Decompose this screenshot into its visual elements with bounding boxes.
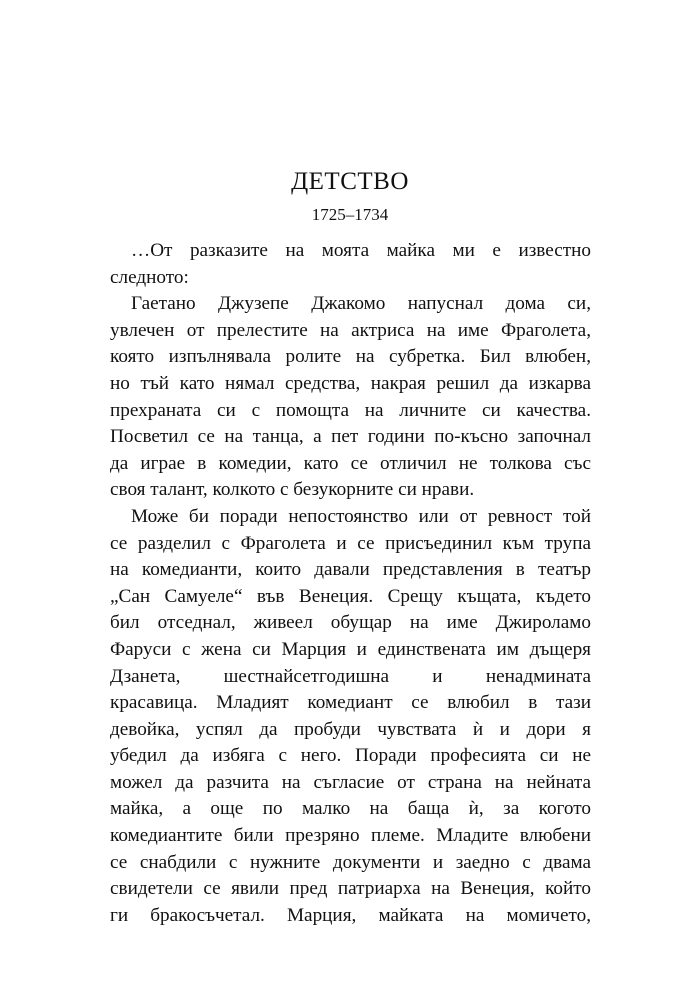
- text-line: прехраната си с помощта на личните си качества.: [110, 399, 591, 421]
- text-line: своя талант, колкото с безукорните си нрави.: [110, 479, 475, 501]
- text-line: ги бракосъчетал. Марция, майката на момичето,: [110, 904, 591, 926]
- text-line: красавица. Младият комедиант се влюбил в тази: [110, 692, 591, 714]
- text-line: свидетели се явили пред патриарха на Венеция, който: [110, 878, 591, 900]
- text-line: Може би поради непостоянство или от ревност той: [131, 505, 591, 527]
- text-line: Гаетано Джузепе Джакомо напуснал дома си,: [131, 293, 591, 315]
- text-line: майка, а още по малко на баща ѝ, за когото: [110, 798, 591, 820]
- text-line: бил отседнал, живеел обущар на име Джироламо: [110, 612, 591, 634]
- text-line: Дзанета, шестнайсетгодишна и ненадмината: [110, 665, 591, 687]
- paragraph-2: [110, 291, 591, 504]
- text-line: девойка, успял да пробуди чувствата ѝ и дори я: [110, 718, 591, 740]
- text-line: Фаруси с жена си Марция и единствената им дъщеря: [110, 638, 591, 660]
- text-line: можел да разчита на съгласие от страна на нейната: [110, 771, 591, 793]
- paragraph-3: [110, 504, 591, 930]
- text-line: „Сан Самуеле“ във Венеция. Срещу къщата, където: [110, 585, 591, 607]
- text-line: на комедианти, които давали представления в театър: [110, 559, 591, 581]
- body-text: [110, 238, 591, 929]
- text-line: но тъй като нямал средства, накрая решил да изкарва: [110, 372, 591, 394]
- chapter-years: 1725–1734: [311, 205, 389, 224]
- text-line: се разделил с Фраголета и се присъединил към трупа: [110, 532, 591, 554]
- text-line: която изпълнявала ролите на субретка. Бил влюбен,: [110, 346, 591, 368]
- paragraph-1: [110, 238, 591, 291]
- chapter-title: ДЕТСТВО: [291, 168, 409, 195]
- text-line: увлечен от прелестите на актриса на име Фраголета,: [110, 319, 591, 341]
- text-line: се снабдили с нужните документи и заедно с двама: [110, 851, 591, 873]
- text-line: комедиантите били презряно племе. Младите влюбени: [110, 825, 591, 847]
- text-line: Посветил се на танца, а пет години по-късно започнал: [110, 426, 591, 448]
- text-line: …От разказите на моята майка ми е известно: [131, 240, 591, 261]
- text-line: да играе в комедии, като се отличил не толкова със: [110, 452, 591, 474]
- text-line: следното:: [110, 266, 189, 288]
- text-line: убедил да избяга с него. Поради професията си не: [110, 745, 591, 767]
